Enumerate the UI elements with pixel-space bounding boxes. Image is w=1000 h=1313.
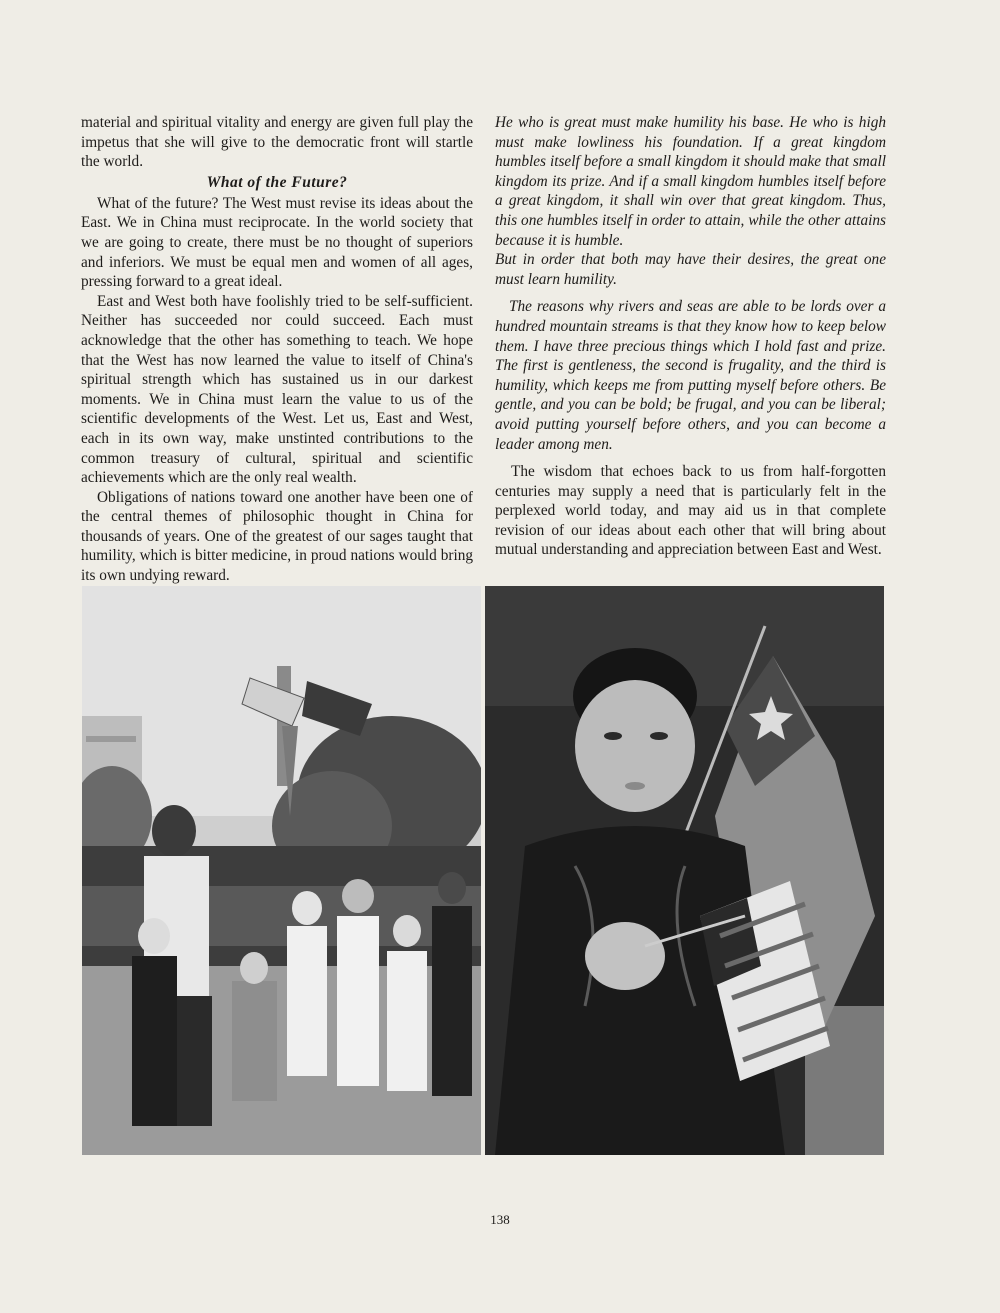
page-number: 138 <box>490 1212 510 1227</box>
paragraph-future: What of the future? The West must revise its ideas about the East. We in China must reciprocate. In the world society that we are going to create, there must be no thought of superiors and inferiors. We must be equal men and women of all ages, pressing forward to a great ideal. <box>81 194 473 291</box>
paragraph-wisdom: The wisdom that echoes back to us from half-forgotten centuries may supply a need that is particularly felt in the perplexed world today, and may aid us in that complete revision of our ideas about each other that will bring about mutual understanding and appreciation between East and West. <box>495 463 886 559</box>
paragraph-continuation: material and spiritual vitality and energy are given full play the impetus that she will give to the democratic front will startle the world. <box>81 114 473 171</box>
left-text-column <box>81 113 473 586</box>
parade-photograph <box>82 586 481 1155</box>
right-text-column <box>495 113 886 560</box>
quotation-three-treasures: The reasons why rivers and seas are able to be lords over a hundred mountain streams is that they know how to keep below them. I have three precious things which I hold fast and prize. The first is gentleness, the second is frugality, and the third is humility, which keeps me from putting myself before others. Be gentle, and you can be bold; be frugal, and you can be liberal; avoid putting yourself before others, and you can become a leader among men. <box>495 298 886 453</box>
quotation-humility: He who is great must make humility his base. He who is high must make lowliness his foundation. If a great kingdom humbles itself before a small kingdom it should make that small kingdom its prize. And if a small kingdom humbles itself before a great kingdom, it shall win over that great kingdom. Thus, this one humbles itself in order to attain, while the other attains because it is humble. <box>495 114 886 249</box>
child-with-flags-photograph <box>485 586 884 1155</box>
quotation-desires: But in order that both may have their desires, the great one must learn humility. <box>495 251 886 288</box>
section-heading: What of the Future? <box>206 173 348 191</box>
paragraph-east-west: East and West both have foolishly tried to be self-sufficient. Neither has succeeded nor could succeed. Each must acknowledge that the other has something to teach. We hope that the West has now learned the value to itself of China's spiritual strength which has sustained us in our darkest moments. We in China must learn the value to us of the scientific developments of the West. Let us, East and West, each in its own way, make unstinted contributions to the common treasury of cultural, spiritual and scientific achievements which are the only real wealth. <box>81 292 473 487</box>
paragraph-obligations: Obligations of nations toward one another have been one of the central themes of philosophic thought in China for thousands of years. One of the greatest of our sages taught that humility, which is bitter medicine, in proud nations would bring its own undying reward. <box>81 488 473 585</box>
